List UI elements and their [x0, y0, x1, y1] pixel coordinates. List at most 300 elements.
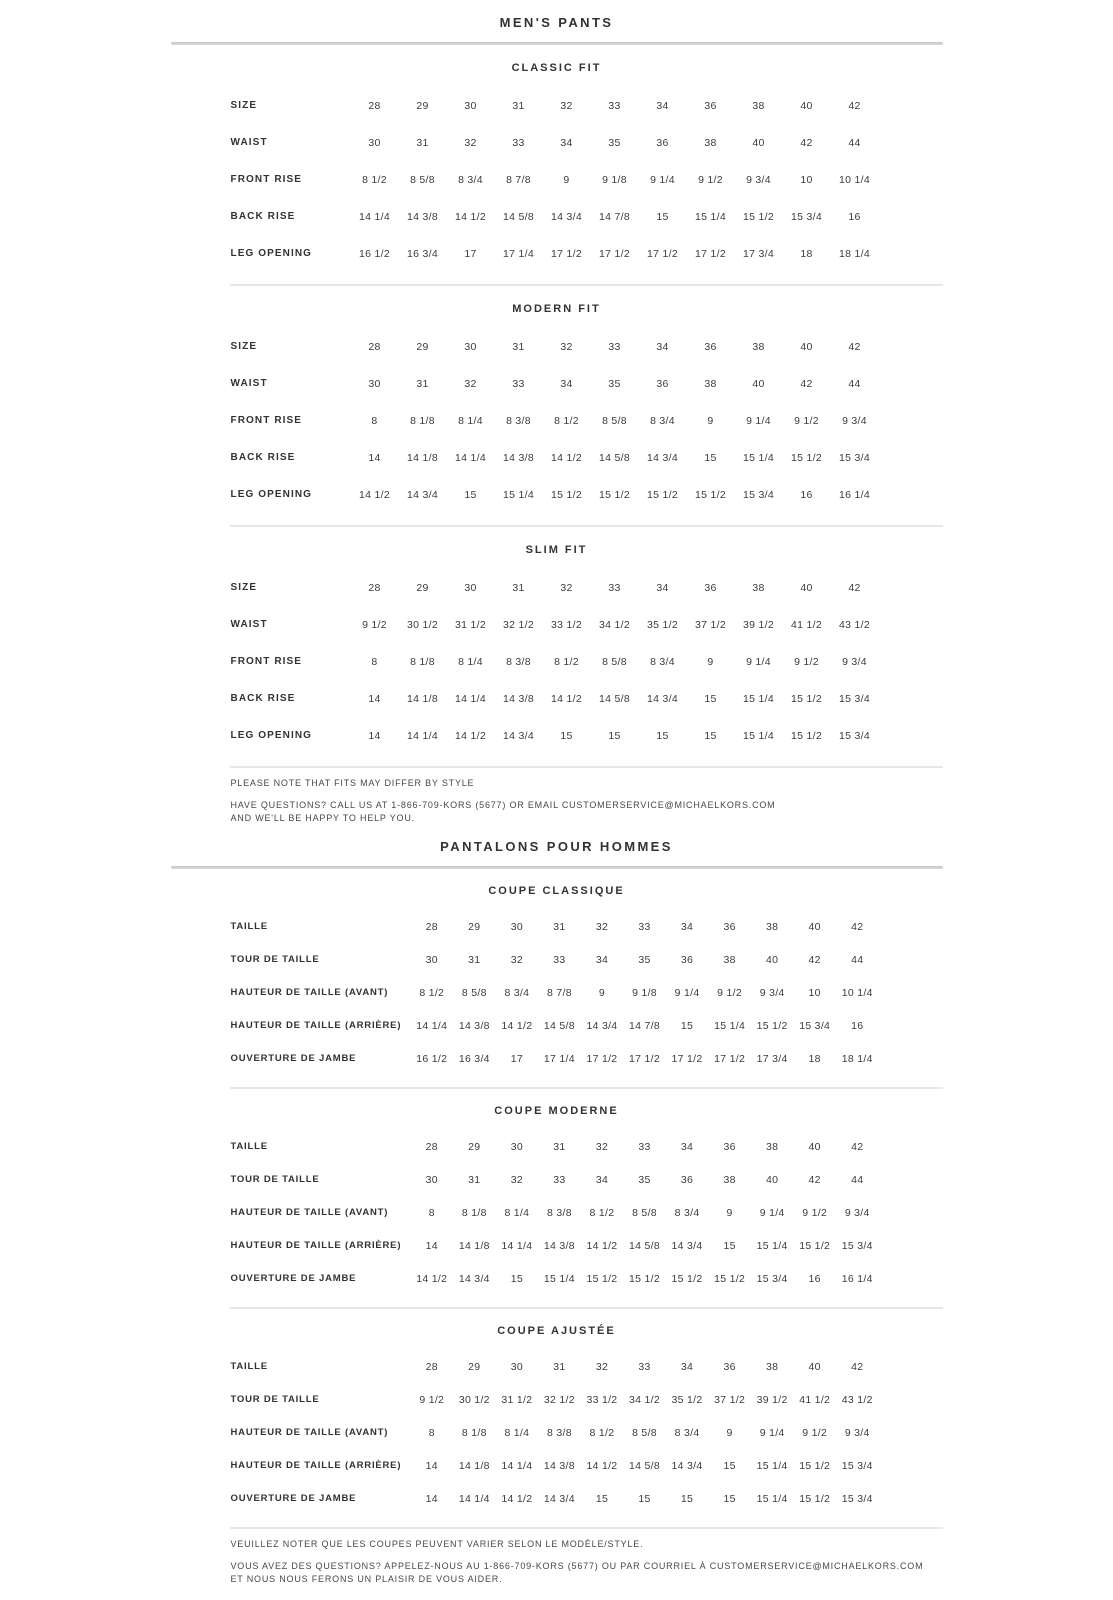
- size-value: 8 1/4: [458, 414, 483, 427]
- row-label: WAIST: [230, 378, 268, 389]
- row-label: WAIST: [230, 137, 268, 148]
- size-value: 36: [704, 99, 717, 112]
- size-value: 42: [808, 1173, 821, 1186]
- size-value: 40: [766, 1173, 779, 1186]
- row-label: OUVERTURE DE JAMBE: [230, 1053, 357, 1064]
- section-title-slim-fit: SLIM FIT: [525, 544, 588, 556]
- size-value: 16 1/2: [416, 1052, 448, 1065]
- size-value: 15 1/2: [791, 451, 822, 464]
- size-value: 29: [468, 1360, 481, 1373]
- size-value: 43 1/2: [841, 1393, 873, 1406]
- size-value: 30: [425, 1173, 438, 1186]
- size-value: 14 3/4: [671, 1459, 703, 1472]
- size-value: 9 1/4: [674, 986, 700, 999]
- questions-note-french-line2: ET NOUS NOUS FERONS UN PLAISIR DE VOUS AIDER.: [230, 1574, 503, 1584]
- size-value: 42: [848, 581, 861, 594]
- size-value: 14 7/8: [599, 210, 630, 223]
- size-value: 15 1/2: [714, 1272, 746, 1285]
- table-row: [231, 1262, 879, 1295]
- size-value: 9 1/4: [746, 655, 771, 668]
- size-value: 8 3/4: [674, 1426, 700, 1439]
- size-value: 28: [368, 581, 381, 594]
- size-value: 8 1/4: [504, 1426, 530, 1439]
- size-value: 28: [425, 1360, 438, 1373]
- size-value: 8 5/8: [632, 1206, 657, 1219]
- size-value: 31: [468, 953, 481, 966]
- size-table-coupe-classique: [231, 910, 879, 1075]
- row-label: LEG OPENING: [230, 489, 313, 500]
- size-value: 36: [656, 136, 669, 149]
- size-value: 30: [464, 99, 477, 112]
- row-label: HAUTEUR DE TAILLE (AVANT): [230, 1207, 389, 1218]
- notes-french: [231, 1538, 943, 1586]
- size-value: 15 1/2: [799, 1239, 831, 1252]
- section-divider: [230, 525, 943, 527]
- size-table-slim-fit: [231, 569, 879, 754]
- size-value: 17 1/2: [599, 247, 630, 260]
- size-value: 15 3/4: [791, 210, 822, 223]
- size-value: 36: [723, 1140, 736, 1153]
- size-value: 30: [425, 953, 438, 966]
- section-coupe-moderne: [171, 1105, 943, 1295]
- size-value: 15 1/4: [543, 1272, 575, 1285]
- size-value: 9: [726, 1426, 733, 1439]
- size-value: 15 1/4: [714, 1019, 746, 1032]
- size-value: 35: [638, 1173, 651, 1186]
- size-table-classic-fit: [231, 87, 879, 272]
- size-value: 38: [723, 1173, 736, 1186]
- size-value: 15 1/2: [799, 1492, 831, 1505]
- row-label: WAIST: [230, 619, 268, 630]
- table-row: [231, 235, 879, 272]
- size-value: 37 1/2: [714, 1393, 746, 1406]
- row-label: LEG OPENING: [230, 248, 313, 259]
- row-label: TAILLE: [230, 1361, 268, 1372]
- questions-note-french-line1: VOUS AVEZ DES QUESTIONS? APPELEZ-NOUS AU 1-866-709-KORS (5677) OU PAR COURRIEL À CUSTOMERSERVICE@MICHAELKORS.COM: [230, 1561, 924, 1571]
- size-value: 8 7/8: [506, 173, 531, 186]
- size-value: 16 3/4: [458, 1052, 490, 1065]
- size-value: 15 1/2: [647, 488, 678, 501]
- size-value: 34 1/2: [629, 1393, 660, 1406]
- size-value: 14 3/4: [647, 451, 678, 464]
- size-value: 29: [416, 99, 429, 112]
- size-table-coupe-ajustee: [231, 1350, 879, 1515]
- size-value: 8 1/8: [461, 1426, 487, 1439]
- size-value: 15 3/4: [841, 1459, 873, 1472]
- size-value: 9 1/2: [794, 414, 819, 427]
- size-value: 15: [704, 451, 717, 464]
- size-value: 31: [553, 1140, 566, 1153]
- table-row: [231, 1416, 879, 1449]
- size-value: 8 1/2: [554, 655, 579, 668]
- french-sections: [171, 885, 943, 1529]
- size-value: 36: [723, 920, 736, 933]
- size-value: 8 3/8: [546, 1206, 572, 1219]
- size-value: 8 1/2: [419, 986, 445, 999]
- size-value: 15 1/4: [743, 729, 774, 742]
- size-value: 36: [680, 953, 694, 966]
- size-value: 38: [766, 1360, 779, 1373]
- size-value: 14 1/2: [501, 1492, 533, 1505]
- row-label: FRONT RISE: [230, 174, 303, 185]
- size-value: 42: [848, 99, 861, 112]
- size-value: 34: [656, 99, 669, 112]
- size-value: 40: [766, 953, 779, 966]
- size-value: 34: [595, 1173, 609, 1186]
- row-label: BACK RISE: [230, 693, 296, 704]
- size-value: 14 3/4: [551, 210, 582, 223]
- size-value: 17 1/2: [586, 1052, 618, 1065]
- size-value: 14 5/8: [599, 692, 630, 705]
- table-row: [231, 1163, 879, 1196]
- section-title-coupe-ajustee: COUPE AJUSTÉE: [497, 1325, 616, 1337]
- size-value: 8 5/8: [410, 173, 435, 186]
- size-value: 34 1/2: [599, 618, 630, 631]
- size-value: 14 5/8: [599, 451, 630, 464]
- size-value: 38: [704, 377, 717, 390]
- size-value: 14 1/4: [407, 729, 438, 742]
- size-value: 9 3/4: [844, 1206, 870, 1219]
- size-value: 28: [368, 99, 381, 112]
- size-value: 35: [638, 953, 651, 966]
- size-value: 16: [848, 210, 861, 223]
- size-value: 15: [464, 488, 477, 501]
- section-divider: [230, 284, 943, 286]
- size-value: 8 3/4: [458, 173, 483, 186]
- size-value: 14 3/4: [671, 1239, 703, 1252]
- size-value: 17 1/4: [503, 247, 534, 260]
- title-divider: [171, 42, 943, 45]
- size-value: 9 1/4: [746, 414, 771, 427]
- size-value: 32: [464, 377, 477, 390]
- row-label: TOUR DE TAILLE: [230, 1394, 320, 1405]
- size-value: 16 1/4: [839, 488, 870, 501]
- size-value: 35 1/2: [647, 618, 678, 631]
- size-value: 30: [464, 340, 477, 353]
- size-value: 33: [638, 1140, 651, 1153]
- size-value: 38: [752, 581, 765, 594]
- section-divider: [230, 1527, 943, 1529]
- table-row: [231, 161, 879, 198]
- size-value: 8: [371, 655, 378, 668]
- size-value: 14 5/8: [543, 1019, 575, 1032]
- size-value: 34: [656, 581, 669, 594]
- size-value: 32: [595, 920, 609, 933]
- size-value: 29: [416, 581, 429, 594]
- size-value: 42: [851, 1140, 864, 1153]
- size-value: 8 3/4: [674, 1206, 700, 1219]
- size-value: 30 1/2: [407, 618, 438, 631]
- row-label: HAUTEUR DE TAILLE (AVANT): [230, 987, 389, 998]
- size-value: 37 1/2: [695, 618, 726, 631]
- size-value: 34: [680, 1360, 694, 1373]
- size-value: 29: [468, 920, 481, 933]
- size-value: 8: [371, 414, 378, 427]
- size-value: 41 1/2: [791, 618, 822, 631]
- size-value: 14 5/8: [629, 1459, 660, 1472]
- size-value: 34: [560, 136, 573, 149]
- size-value: 36: [723, 1360, 736, 1373]
- size-value: 40: [752, 136, 765, 149]
- table-row: [231, 1229, 879, 1262]
- size-value: 15: [638, 1492, 651, 1505]
- size-value: 15: [723, 1239, 736, 1252]
- size-value: 8: [428, 1206, 435, 1219]
- size-value: 8 3/4: [504, 986, 530, 999]
- size-value: 9 1/2: [362, 618, 387, 631]
- size-value: 31: [512, 99, 525, 112]
- size-value: 17: [510, 1052, 523, 1065]
- size-value: 42: [800, 377, 813, 390]
- size-value: 44: [848, 136, 861, 149]
- content-container: [171, 0, 943, 1586]
- table-row: [231, 124, 879, 161]
- size-value: 15 1/4: [503, 488, 534, 501]
- size-value: 17 1/2: [647, 247, 678, 260]
- size-value: 8 5/8: [632, 1426, 657, 1439]
- size-value: 42: [851, 920, 864, 933]
- table-row: [231, 943, 879, 976]
- table-row: [231, 365, 879, 402]
- row-label: HAUTEUR DE TAILLE (ARRIÈRE): [230, 1240, 402, 1251]
- size-value: 35: [608, 136, 621, 149]
- size-value: 14 3/8: [407, 210, 438, 223]
- table-row: [231, 1196, 879, 1229]
- size-value: 28: [368, 340, 381, 353]
- size-value: 32 1/2: [543, 1393, 575, 1406]
- size-value: 15: [656, 210, 669, 223]
- section-coupe-classique: [171, 885, 943, 1075]
- size-value: 15 3/4: [841, 1492, 873, 1505]
- table-row: [231, 606, 879, 643]
- row-label: HAUTEUR DE TAILLE (ARRIÈRE): [230, 1020, 402, 1031]
- row-label: SIZE: [230, 100, 258, 111]
- size-value: 9 1/8: [602, 173, 627, 186]
- size-value: 14 3/4: [586, 1019, 618, 1032]
- size-value: 33: [638, 920, 651, 933]
- size-value: 15 1/4: [743, 692, 774, 705]
- size-value: 31: [553, 1360, 566, 1373]
- size-value: 17 1/2: [551, 247, 582, 260]
- size-value: 15 1/4: [695, 210, 726, 223]
- size-value: 40: [800, 340, 813, 353]
- size-value: 14 1/2: [586, 1459, 618, 1472]
- size-value: 14 1/8: [407, 451, 438, 464]
- size-value: 32: [464, 136, 477, 149]
- size-value: 14 1/4: [458, 1492, 490, 1505]
- size-value: 15: [680, 1019, 694, 1032]
- section-divider: [230, 1087, 943, 1089]
- size-value: 38: [752, 99, 765, 112]
- size-value: 15 1/2: [629, 1272, 660, 1285]
- size-value: 8 1/2: [589, 1206, 615, 1219]
- size-value: 33: [512, 377, 525, 390]
- table-row: [231, 680, 879, 717]
- size-value: 15 1/2: [743, 210, 774, 223]
- size-value: 18 1/4: [839, 247, 870, 260]
- size-value: 34: [680, 1140, 694, 1153]
- size-value: 42: [851, 1360, 864, 1373]
- size-value: 29: [416, 340, 429, 353]
- size-value: 8 1/4: [504, 1206, 530, 1219]
- size-value: 17 1/4: [543, 1052, 575, 1065]
- notes-english: [231, 777, 943, 825]
- table-row: [231, 569, 879, 606]
- size-value: 18: [800, 247, 813, 260]
- row-label: BACK RISE: [230, 452, 296, 463]
- size-value: 10 1/4: [841, 986, 873, 999]
- size-value: 8 3/8: [506, 414, 531, 427]
- size-value: 40: [800, 581, 813, 594]
- size-value: 14 1/4: [455, 451, 486, 464]
- size-value: 9 1/2: [717, 986, 743, 999]
- size-value: 14 3/4: [407, 488, 438, 501]
- size-value: 8 1/8: [410, 414, 435, 427]
- size-value: 14 1/2: [416, 1272, 448, 1285]
- size-value: 34: [680, 920, 694, 933]
- size-value: 9 1/2: [794, 655, 819, 668]
- size-value: 16 3/4: [407, 247, 438, 260]
- size-value: 8 1/2: [589, 1426, 615, 1439]
- size-value: 14: [425, 1239, 438, 1252]
- size-value: 33: [553, 953, 566, 966]
- table-row: [231, 87, 879, 124]
- size-value: 14 3/8: [503, 692, 534, 705]
- size-value: 14 1/8: [458, 1239, 490, 1252]
- size-value: 35 1/2: [671, 1393, 703, 1406]
- size-value: 38: [752, 340, 765, 353]
- size-value: 14 1/4: [416, 1019, 448, 1032]
- size-value: 9 1/2: [802, 1426, 828, 1439]
- size-value: 10: [808, 986, 821, 999]
- size-value: 44: [851, 1173, 864, 1186]
- size-value: 9 1/2: [802, 1206, 828, 1219]
- size-value: 15: [704, 729, 717, 742]
- row-label: FRONT RISE: [230, 656, 303, 667]
- title-divider-french: [171, 866, 943, 869]
- table-row: [231, 1449, 879, 1482]
- size-value: 42: [800, 136, 813, 149]
- size-value: 9 1/4: [650, 173, 675, 186]
- size-value: 17 3/4: [743, 247, 774, 260]
- size-value: 31: [468, 1173, 481, 1186]
- questions-note-english-line2: AND WE'LL BE HAPPY TO HELP YOU.: [230, 813, 415, 823]
- size-value: 15 1/2: [799, 1459, 831, 1472]
- row-label: LEG OPENING: [230, 730, 313, 741]
- size-value: 31: [416, 136, 429, 149]
- size-value: 14 3/8: [458, 1019, 490, 1032]
- size-value: 14 1/2: [359, 488, 390, 501]
- size-value: 38: [766, 920, 779, 933]
- table-row: [231, 1383, 879, 1416]
- size-value: 15: [656, 729, 669, 742]
- section-classic-fit: [171, 62, 943, 272]
- size-value: 10 1/4: [839, 173, 870, 186]
- size-value: 10: [800, 173, 813, 186]
- table-row: [231, 1042, 879, 1075]
- size-value: 14 1/4: [359, 210, 390, 223]
- size-value: 14 3/4: [543, 1492, 575, 1505]
- size-value: 14 1/4: [501, 1239, 533, 1252]
- size-value: 15 1/4: [756, 1239, 788, 1252]
- size-value: 9 3/4: [844, 1426, 870, 1439]
- size-value: 44: [851, 953, 864, 966]
- size-value: 17 1/2: [629, 1052, 660, 1065]
- size-value: 8 3/8: [546, 1426, 572, 1439]
- row-label: OUVERTURE DE JAMBE: [230, 1273, 357, 1284]
- size-value: 8: [428, 1426, 435, 1439]
- size-value: 8 3/4: [650, 414, 675, 427]
- size-value: 42: [848, 340, 861, 353]
- size-value: 9 1/2: [698, 173, 723, 186]
- size-value: 34: [656, 340, 669, 353]
- questions-note-french: [231, 1560, 943, 1586]
- size-value: 15 3/4: [839, 692, 870, 705]
- table-row: [231, 1350, 879, 1383]
- size-value: 17 1/2: [714, 1052, 746, 1065]
- size-value: 35: [608, 377, 621, 390]
- size-value: 14 1/8: [407, 692, 438, 705]
- size-value: 14 1/2: [551, 692, 582, 705]
- size-value: 14 5/8: [629, 1239, 660, 1252]
- size-value: 40: [808, 1360, 821, 1373]
- size-value: 17 1/2: [671, 1052, 703, 1065]
- size-value: 9: [707, 414, 714, 427]
- table-row: [231, 1009, 879, 1042]
- size-value: 40: [808, 1140, 821, 1153]
- size-value: 32: [560, 99, 573, 112]
- size-value: 40: [752, 377, 765, 390]
- size-value: 15 1/2: [671, 1272, 703, 1285]
- size-value: 32: [510, 1173, 523, 1186]
- section-divider: [230, 766, 943, 768]
- size-value: 14: [425, 1492, 438, 1505]
- size-value: 32: [510, 953, 523, 966]
- size-value: 15 3/4: [841, 1239, 873, 1252]
- section-coupe-ajustee: [171, 1325, 943, 1515]
- size-value: 44: [848, 377, 861, 390]
- size-value: 9 1/4: [759, 1206, 785, 1219]
- size-value: 8 5/8: [461, 986, 487, 999]
- row-label: TAILLE: [230, 921, 268, 932]
- size-value: 30: [464, 581, 477, 594]
- row-label: FRONT RISE: [230, 415, 303, 426]
- table-row: [231, 717, 879, 754]
- size-value: 14 1/2: [586, 1239, 618, 1252]
- size-value: 14 1/2: [455, 210, 486, 223]
- size-value: 15 1/2: [586, 1272, 618, 1285]
- page-title-french: PANTALONS POUR HOMMES: [440, 839, 673, 854]
- size-value: 15: [723, 1459, 736, 1472]
- size-value: 14: [368, 451, 381, 464]
- size-value: 15: [560, 729, 573, 742]
- size-value: 43 1/2: [839, 618, 870, 631]
- size-value: 9 1/4: [759, 1426, 785, 1439]
- size-value: 32: [595, 1360, 609, 1373]
- size-value: 40: [800, 99, 813, 112]
- size-value: 14 3/4: [503, 729, 534, 742]
- size-value: 9 1/2: [419, 1393, 445, 1406]
- size-value: 15 1/2: [756, 1019, 788, 1032]
- size-value: 39 1/2: [756, 1393, 788, 1406]
- size-value: 31: [416, 377, 429, 390]
- size-value: 9 3/4: [746, 173, 771, 186]
- size-value: 33: [512, 136, 525, 149]
- size-value: 18 1/4: [841, 1052, 873, 1065]
- row-label: SIZE: [230, 582, 258, 593]
- size-value: 8 1/8: [461, 1206, 487, 1219]
- size-value: 14 3/8: [543, 1239, 575, 1252]
